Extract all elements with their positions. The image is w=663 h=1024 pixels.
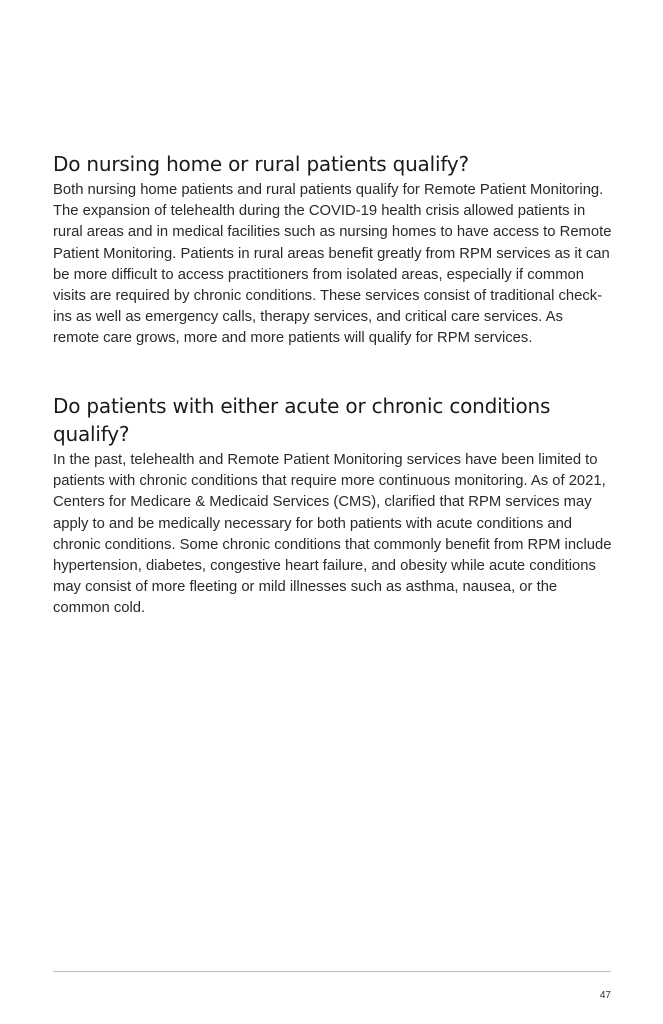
section-body: In the past, telehealth and Remote Patient Monitoring services have been limited to patients with chronic conditions that require more continuous monitoring. As of 2021, Centers for Medicare & Medicaid Services (CMS), clarified that RPM services may apply to and be medically necessary for both patients with acute conditions and chronic conditions. Some chronic conditions that commonly benefit from RPM include hypertension, diabetes, congestive heart failure, and obesity while acute conditions may consist of more fleeting or mild illnesses such as asthma, nausea, or the common cold.: [53, 452, 612, 617]
section-nursing-rural: [53, 150, 613, 350]
page-number: 47: [599, 990, 611, 1001]
section-body: Both nursing home patients and rural patients qualify for Remote Patient Monitoring. The expansion of telehealth during the COVID-19 health crisis allowed patients in rural areas and in medical facilities such as nursing homes to have access to Remote Patient Monitoring. Patients in rural areas benefit greatly from RPM services as it can be more difficult to access practitioners from isolated areas, especially if common visits are required by chronic conditions. These services consist of traditional check-ins as well as emergency calls, therapy services, and critical care services. As remote care grows, more and more patients will qualify for RPM services.: [53, 182, 612, 347]
footer-divider: [53, 971, 611, 972]
section-heading: Do patients with either acute or chronic conditions qualify?: [53, 394, 551, 446]
section-heading: Do nursing home or rural patients qualify?: [53, 152, 469, 176]
section-acute-chronic: [53, 392, 613, 620]
